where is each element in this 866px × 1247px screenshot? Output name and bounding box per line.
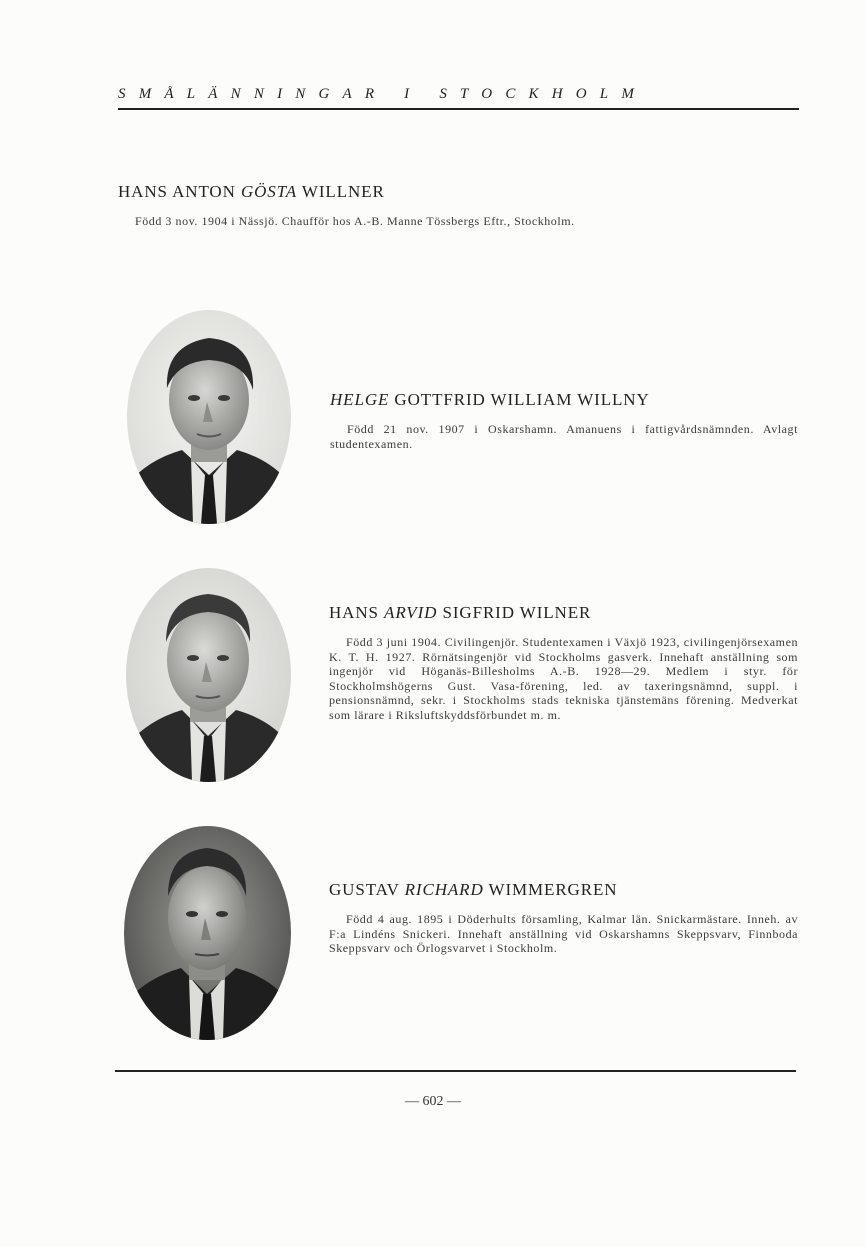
entry-name bbox=[329, 880, 798, 900]
name-part: HANS ANTON bbox=[118, 182, 241, 201]
entry-name bbox=[330, 390, 798, 410]
entry-wilner bbox=[329, 603, 798, 723]
portrait-drawing bbox=[126, 568, 291, 782]
entry-bio: Född 21 nov. 1907 i Oskarshamn. Amanuens i fattigvårdsnämnden. Avlagt studentexamen. bbox=[330, 422, 798, 451]
portrait-photo-wimmergren bbox=[124, 826, 291, 1040]
portrait-photo-willny bbox=[127, 310, 291, 524]
name-emphasis: GÖSTA bbox=[240, 182, 298, 201]
name-emphasis: HELGE bbox=[330, 390, 390, 409]
name-part: GOTTFRID WILLIAM WILLNY bbox=[389, 390, 650, 409]
entry-bio: Född 3 juni 1904. Civilingenjör. Studentexamen i Växjö 1923, civilingenjörsexamen K. T. H. 1927. Rörnätsingenjör vid Stockholms gasverk. Innehaft anställning som ingenjör vid Höganäs-Billesholms A.-B. 1928—29. Medlem i styr. för Stockholmshögerns Gust. Vasa-förening, led. av taxeringsnämnd, suppl. i pensionsnämnd, sekr. i Stockholms stads tekniska tjänstemäns förening. Medverkat som lärare i Riksluftskyddsförbundet m. m. bbox=[329, 635, 798, 722]
footer-rule bbox=[115, 1070, 796, 1072]
header-rule bbox=[118, 108, 799, 110]
portrait-drawing bbox=[124, 826, 291, 1040]
entry-bio: Född 3 nov. 1904 i Nässjö. Chaufför hos A.-B. Manne Tössbergs Eftr., Stockholm. bbox=[135, 214, 575, 228]
entry-wimmergren bbox=[329, 880, 798, 956]
name-part: SIGFRID WILNER bbox=[437, 603, 592, 622]
name-part: GUSTAV bbox=[329, 880, 405, 899]
name-part: WILLNER bbox=[297, 182, 385, 201]
entry-willny bbox=[330, 390, 798, 451]
portrait-drawing bbox=[127, 310, 291, 524]
entry-name bbox=[118, 182, 798, 202]
entry-bio: Född 4 aug. 1895 i Döderhults församling, Kalmar län. Snickarmästare. Inneh. av F:a Lindéns Snickeri. Innehaft anställning vid Oskarshamns Skeppsvarv, Finnboda Skeppsvarv och Örlogsvarvet i Stockholm. bbox=[329, 912, 798, 956]
name-emphasis: RICHARD bbox=[404, 880, 484, 899]
portrait-photo-wilner bbox=[126, 568, 291, 782]
entry-willner bbox=[118, 182, 798, 229]
entry-name bbox=[329, 603, 798, 623]
page-number: — 602 — bbox=[405, 1094, 461, 1109]
name-part: HANS bbox=[329, 603, 385, 622]
running-head: SMÅLÄNNINGAR I STOCKHOLM bbox=[118, 86, 648, 102]
name-part: WIMMERGREN bbox=[483, 880, 618, 899]
name-emphasis: ARVID bbox=[384, 603, 438, 622]
